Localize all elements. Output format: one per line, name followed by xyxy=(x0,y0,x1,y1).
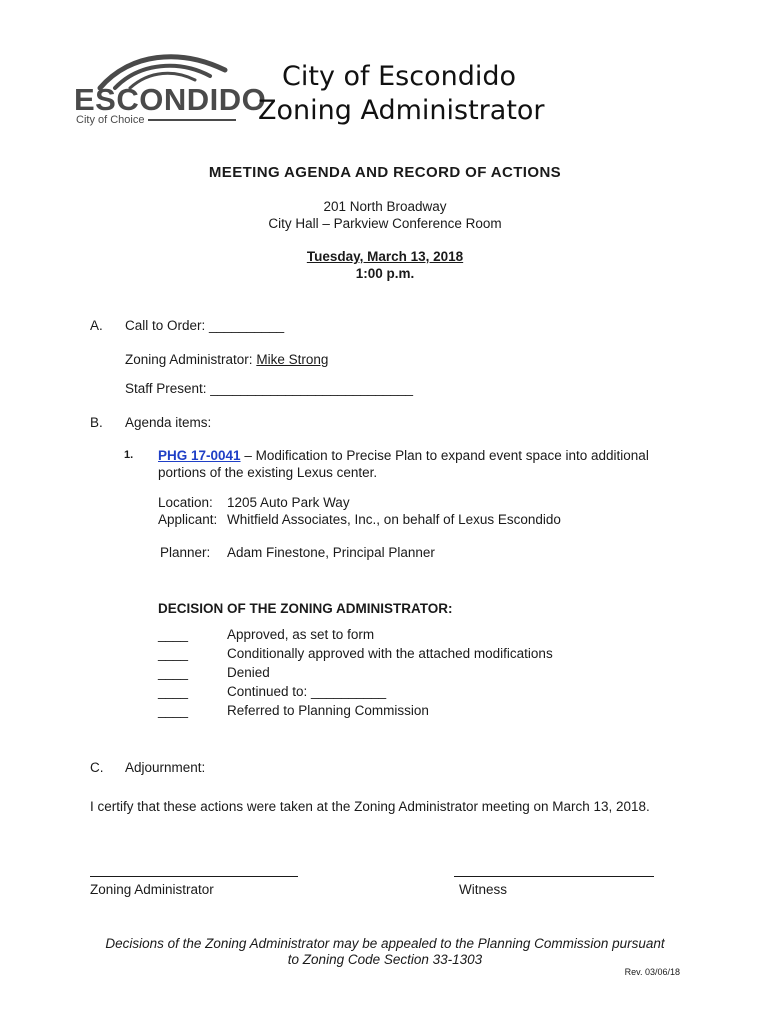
decision-blank: ____ xyxy=(158,627,189,642)
address-line-1: 201 North Broadway xyxy=(323,199,447,214)
item-desc-line2: portions of the existing Lexus center. xyxy=(158,465,378,480)
decision-blanks xyxy=(158,625,188,720)
signature-label-right: Witness xyxy=(459,882,508,897)
decision-option-conditional: Conditionally approved with the attached modifications xyxy=(227,646,553,661)
phg-17-0041-link[interactable]: PHG 17-0041 xyxy=(158,448,241,463)
decision-blank: ____ xyxy=(158,646,189,661)
decision-blank: ____ xyxy=(158,684,189,699)
escondido-logo xyxy=(60,48,267,138)
decision-option-continued: Continued to: __________ xyxy=(227,684,387,699)
section-b-title: Agenda items: xyxy=(125,415,212,430)
section-a-letter: A. xyxy=(90,318,103,333)
decision-blank: ____ xyxy=(158,665,189,680)
planner-label: Planner: xyxy=(160,545,211,560)
decision-options xyxy=(227,625,553,720)
section-b-letter: B. xyxy=(90,415,103,430)
applicant-label: Applicant: xyxy=(158,512,218,527)
applicant-value: Whitfield Associates, Inc., on behalf of Lexus Escondido xyxy=(227,512,561,527)
decision-heading: DECISION OF THE ZONING ADMINISTRATOR: xyxy=(158,601,453,616)
city-title: City of Escondido xyxy=(282,61,517,92)
meeting-time: 1:00 p.m. xyxy=(355,266,415,281)
decision-blank: ____ xyxy=(158,703,189,718)
zoning-administrator-line xyxy=(125,352,328,367)
revision-date: Rev. 03/06/18 xyxy=(624,967,680,977)
logo-wordmark: ESCONDIDO xyxy=(74,82,267,117)
signature-label-left: Zoning Administrator xyxy=(90,882,214,897)
logo-tagline: City of Choice xyxy=(76,114,145,126)
address-line-2: City Hall – Parkview Conference Room xyxy=(268,216,502,231)
planner-value: Adam Finestone, Principal Planner xyxy=(227,545,435,560)
za-label: Zoning Administrator: xyxy=(125,352,253,367)
adjournment-title: Adjournment: xyxy=(125,760,206,775)
agenda-item-description xyxy=(158,447,698,481)
decision-option-referred: Referred to Planning Commission xyxy=(227,703,429,718)
meeting-date: Tuesday, March 13, 2018 xyxy=(306,249,464,264)
location-value: 1205 Auto Park Way xyxy=(227,495,350,510)
call-to-order: Call to Order: __________ xyxy=(125,318,285,333)
appeal-notice-line-2: to Zoning Code Section 33-1303 xyxy=(287,952,483,967)
agenda-heading: MEETING AGENDA AND RECORD OF ACTIONS xyxy=(208,164,562,181)
za-name: Mike Strong xyxy=(256,352,329,367)
signature-line-left xyxy=(90,876,298,877)
signature-line-right xyxy=(454,876,654,877)
department-title: Zoning Administrator xyxy=(258,95,545,126)
staff-present: Staff Present: ___________________________ xyxy=(125,381,414,396)
certification-statement: I certify that these actions were taken at the Zoning Administrator meeting on March 13, 2018. xyxy=(90,799,650,814)
location-label: Location: xyxy=(158,495,213,510)
decision-option-approved: Approved, as set to form xyxy=(227,627,375,642)
section-c-letter: C. xyxy=(90,760,104,775)
agenda-item-number: 1. xyxy=(124,449,134,461)
item-desc-line1: – Modification to Precise Plan to expand event space into additional xyxy=(240,448,649,463)
decision-option-denied: Denied xyxy=(227,665,270,680)
appeal-notice-line-1: Decisions of the Zoning Administrator may be appealed to the Planning Commission pursuant xyxy=(105,936,665,951)
